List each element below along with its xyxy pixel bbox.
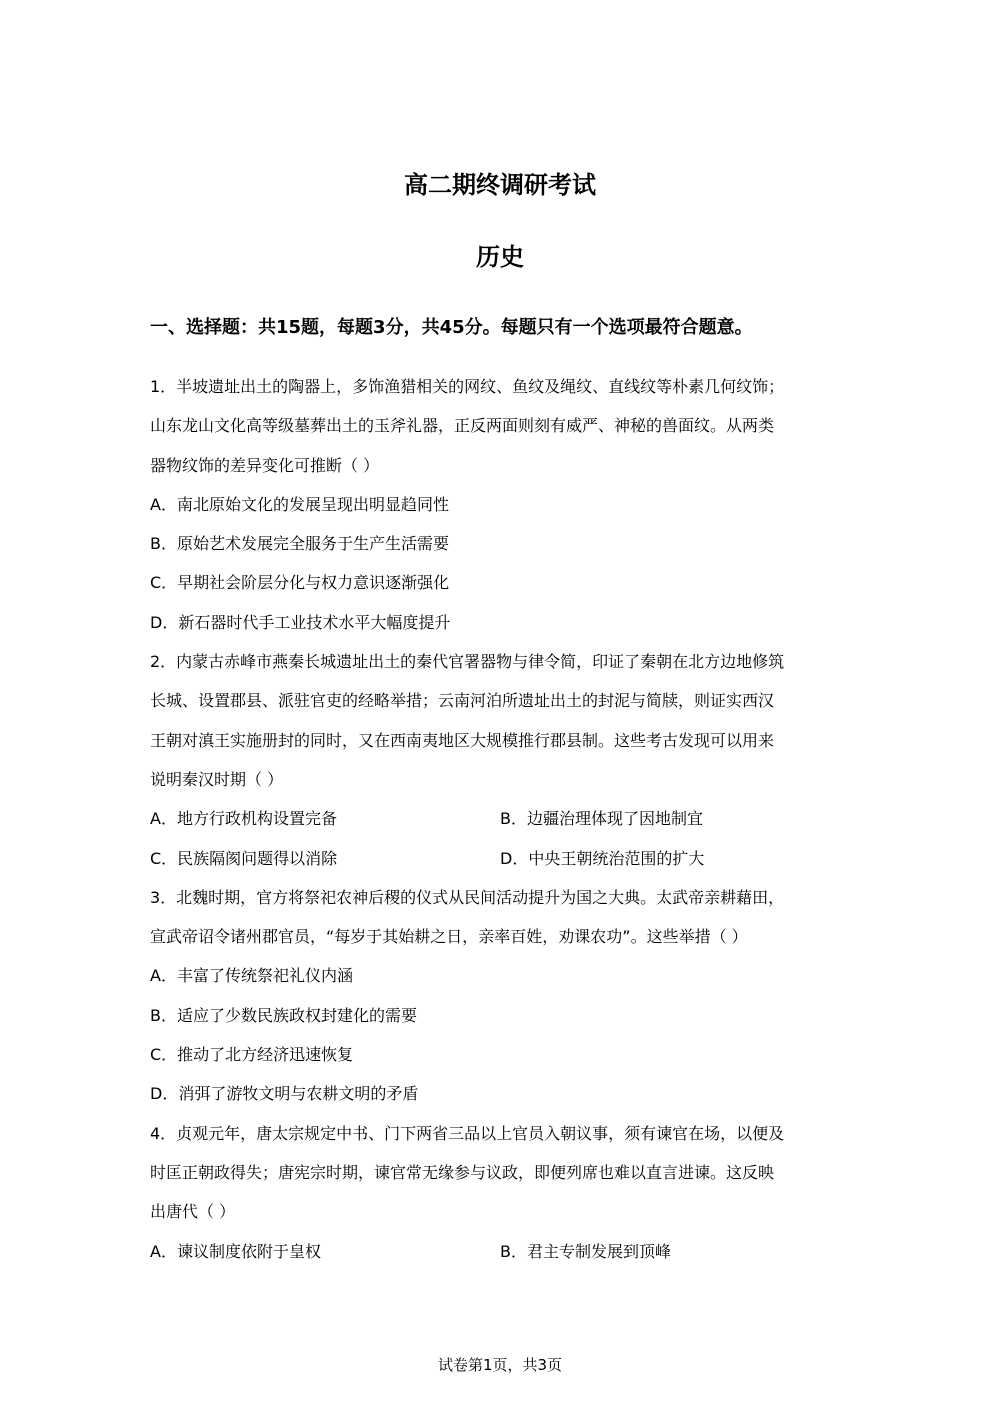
exam-title: 高二期终调研考试 [404,171,596,199]
option-a: A．谏议制度依附于皇权 [150,1241,321,1261]
question-2 [150,642,850,878]
page-footer: 试卷第1页，共3页 [437,1356,563,1374]
question-list [150,367,850,1271]
question-stem-line: 山东龙山文化高等级墓葬出土的玉斧礼器，正反两面则刻有威严、神秘的兽面纹。从两类 [150,416,775,436]
question-stem-line: 器物纹饰的差异变化可推断（ ） [150,455,380,475]
option-d: D．消弭了游牧文明与农耕文明的矛盾 [150,1084,419,1104]
option-b: B．原始艺术发展完全服务于生产生活需要 [150,534,449,554]
question-stem-line: 4．贞观元年，唐太宗规定中书、门下两省三品以上官员入朝议事，须有谏官在场，以便及 [150,1123,785,1143]
option-d: D．中央王朝统治范围的扩大 [500,848,705,868]
option-a: A．丰富了传统祭祀礼仪内涵 [150,966,353,986]
subject-title: 历史 [476,243,524,271]
option-b: B．边疆治理体现了因地制宜 [500,809,703,829]
question-1 [150,367,850,642]
question-stem-line: 王朝对滇王实施册封的同时，又在西南夷地区大规模推行郡县制。这些考古发现可以用来 [150,730,775,750]
question-stem-line: 出唐代（ ） [150,1202,236,1222]
question-3 [150,878,850,1114]
option-c: C．早期社会阶层分化与权力意识逐渐强化 [150,573,450,593]
question-stem-line: 2．内蒙古赤峰市燕秦长城遗址出土的秦代官署器物与律令简，印证了秦朝在北方边地修筑 [150,652,785,672]
section-heading: 一、选择题：共15题，每题3分，共45分。每题只有一个选项最符合题意。 [150,317,753,338]
question-stem-line: 说明秦汉时期（ ） [150,769,284,789]
option-c: C．民族隔阂问题得以消除 [150,848,338,868]
question-stem-line: 3．北魏时期，官方将祭祀农神后稷的仪式从民间活动提升为国之大典。太武帝亲耕藉田， [150,887,785,907]
question-stem-line: 时匡正朝政得失；唐宪宗时期，谏官常无缘参与议政，即便列席也难以直言进谏。这反映 [150,1162,775,1182]
option-row [150,799,850,838]
option-a: A．南北原始文化的发展呈现出明显趋同性 [150,494,449,514]
option-b: B．适应了少数民族政权封建化的需要 [150,1005,417,1025]
option-b: B．君主专制发展到顶峰 [500,1241,671,1261]
option-d: D．新石器时代手工业技术水平大幅度提升 [150,612,451,632]
option-a: A．地方行政机构设置完备 [150,809,337,829]
option-c: C．推动了北方经济迅速恢复 [150,1045,354,1065]
option-row [150,839,850,878]
question-4 [150,1114,850,1271]
question-stem-line: 1．半坡遗址出土的陶器上，多饰渔猎相关的网纹、鱼纹及绳纹、直线纹等朴素几何纹饰； [150,377,785,396]
question-stem-line: 宣武帝诏令诸州郡官员，“每岁于其始耕之日，亲率百姓，劝课农功”。这些举措（ ） [150,927,748,947]
option-row [150,1232,850,1271]
question-stem-line: 长城、设置郡县、派驻官吏的经略举措；云南河泊所遗址出土的封泥与简牍，则证实西汉 [150,691,775,711]
